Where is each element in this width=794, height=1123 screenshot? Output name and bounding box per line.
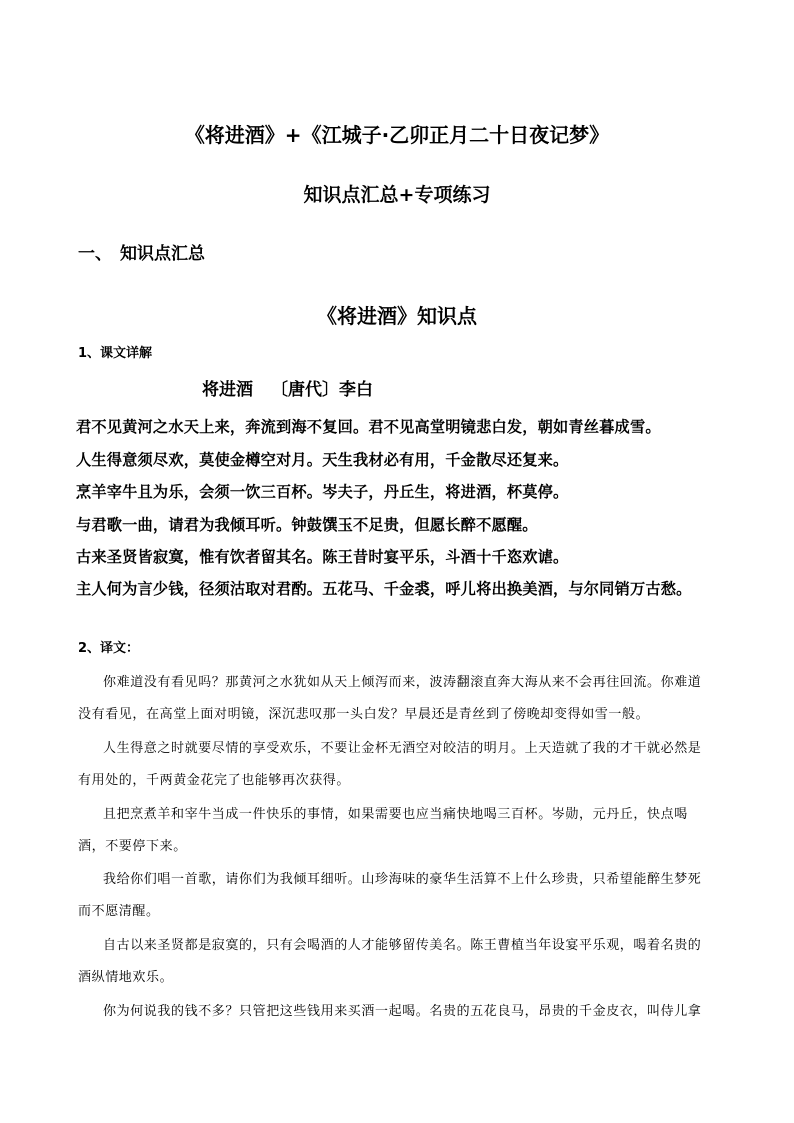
poem-title: 将进酒 <box>202 380 253 400</box>
part-label-text-explanation: 1、课文详解 <box>78 346 153 361</box>
poem-line: 与君歌一曲，请君为我倾耳听。钟鼓馔玉不足贵，但愿长醉不愿醒。 <box>76 516 538 534</box>
poem-line: 烹羊宰牛且为乐，会须一饮三百杯。岑夫子，丹丘生，将进酒，杯莫停。 <box>76 483 569 501</box>
poem-line: 君不见黄河之水天上来，奔流到海不复回。君不见高堂明镜悲白发，朝如青丝暮成雪。 <box>76 418 661 436</box>
translation-line: 且把烹煮羊和宰牛当成一件快乐的事情，如果需要也应当痛快地喝三百杯。岑勋，元丹丘，快点喝 <box>103 807 688 822</box>
translation-line: 没有看见，在高堂上面对明镜，深沉悲叹那一头白发？早晨还是青丝到了傍晚却变得如雪一般。 <box>78 707 650 722</box>
poem-heading <box>202 378 373 402</box>
translation-line: 你难道没有看见吗？那黄河之水犹如从天上倾泻而来，波涛翻滚直奔大海从来不会再往回流。你难道 <box>103 675 702 690</box>
poem-author: 〔唐代〕李白 <box>271 380 373 400</box>
poem-line: 主人何为言少钱，径须沽取对君酌。五花马、千金裘，呼儿将出换美酒，与尔同销万古愁。 <box>76 580 692 598</box>
translation-line: 你为何说我的钱不多？只管把这些钱用来买酒一起喝。名贵的五花良马，昂贵的千金皮衣，叫侍儿拿 <box>103 1004 702 1019</box>
section-heading-1 <box>78 242 205 266</box>
section-label: 知识点汇总 <box>120 244 205 264</box>
translation-line: 自古以来圣贤都是寂寞的，只有会喝酒的人才能够留传美名。陈王曹植当年设宴平乐观，喝着名贵的 <box>103 938 702 953</box>
translation-line: 我给你们唱一首歌，请你们为我倾耳细听。山珍海味的豪华生活算不上什么珍贵，只希望能醉生梦死 <box>103 872 702 887</box>
translation-line: 有用处的，千两黄金花完了也能够再次获得。 <box>78 773 351 788</box>
part-label-translation: 2、译文： <box>78 641 140 656</box>
translation-line: 人生得意之时就要尽情的享受欢乐，不要让金杯无酒空对皎洁的明月。上天造就了我的才干就必然是 <box>103 741 702 756</box>
translation-line: 而不愿清醒。 <box>78 904 160 919</box>
translation-line: 酒，不要停下来。 <box>78 839 187 854</box>
document-title: 《将进酒》+《江城子·乙卯正月二十日夜记梦》 <box>184 123 610 147</box>
poem-line: 古来圣贤皆寂寞，惟有饮者留其名。陈王昔时宴平乐，斗酒十千恣欢谑。 <box>76 548 569 566</box>
subsection-title: 《将进酒》知识点 <box>317 304 477 328</box>
translation-line: 酒纵情地欢乐。 <box>78 970 174 985</box>
section-number: 一、 <box>78 244 112 264</box>
poem-line: 人生得意须尽欢，莫使金樽空对月。天生我材必有用，千金散尽还复来。 <box>76 451 569 469</box>
document-subtitle: 知识点汇总+专项练习 <box>303 184 491 206</box>
